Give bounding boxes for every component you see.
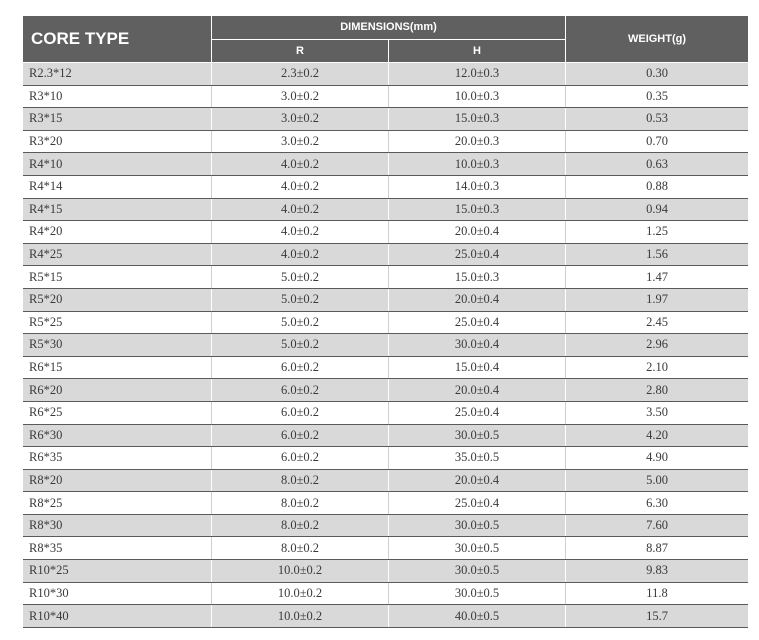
core-type-cell: R6*35 [23, 447, 212, 470]
table-row [23, 153, 748, 176]
weight-cell: 1.97 [566, 288, 749, 311]
weight-cell: 1.56 [566, 243, 749, 266]
table-row [23, 560, 748, 583]
r-cell: 5.0±0.2 [212, 311, 389, 334]
table-row [23, 492, 748, 515]
r-cell: 8.0±0.2 [212, 537, 389, 560]
core-type-cell: R4*25 [23, 243, 212, 266]
h-cell: 35.0±0.5 [389, 447, 566, 470]
r-cell: 4.0±0.2 [212, 221, 389, 244]
r-cell: 4.0±0.2 [212, 243, 389, 266]
r-cell: 6.0±0.2 [212, 401, 389, 424]
weight-cell: 5.00 [566, 469, 749, 492]
h-cell: 20.0±0.4 [389, 379, 566, 402]
h-cell: 15.0±0.3 [389, 108, 566, 131]
table-row [23, 198, 748, 221]
weight-cell: 0.88 [566, 175, 749, 198]
core-type-cell: R4*20 [23, 221, 212, 244]
weight-cell: 4.90 [566, 447, 749, 470]
dimensions-header: DIMENSIONS(mm) [212, 16, 566, 40]
r-cell: 6.0±0.2 [212, 447, 389, 470]
weight-cell: 0.30 [566, 63, 749, 86]
weight-cell: 7.60 [566, 514, 749, 537]
r-cell: 2.3±0.2 [212, 63, 389, 86]
weight-cell: 1.25 [566, 221, 749, 244]
table-row [23, 424, 748, 447]
r-cell: 10.0±0.2 [212, 582, 389, 605]
core-type-cell: R6*30 [23, 424, 212, 447]
r-cell: 5.0±0.2 [212, 266, 389, 289]
core-type-cell: R6*25 [23, 401, 212, 424]
h-cell: 30.0±0.5 [389, 582, 566, 605]
table-row [23, 266, 748, 289]
r-cell: 6.0±0.2 [212, 424, 389, 447]
table-row [23, 401, 748, 424]
weight-cell: 0.63 [566, 153, 749, 176]
weight-cell: 2.10 [566, 356, 749, 379]
r-cell: 3.0±0.2 [212, 130, 389, 153]
core-type-cell: R8*20 [23, 469, 212, 492]
core-type-cell: R2.3*12 [23, 63, 212, 86]
r-cell: 4.0±0.2 [212, 153, 389, 176]
core-type-cell: R8*35 [23, 537, 212, 560]
weight-cell: 11.8 [566, 582, 749, 605]
table-row [23, 537, 748, 560]
r-cell: 5.0±0.2 [212, 288, 389, 311]
core-type-cell: R3*10 [23, 85, 212, 108]
table-row [23, 605, 748, 628]
core-type-cell: R6*20 [23, 379, 212, 402]
core-type-cell: R6*15 [23, 356, 212, 379]
r-cell: 6.0±0.2 [212, 379, 389, 402]
h-cell: 30.0±0.5 [389, 514, 566, 537]
r-cell: 4.0±0.2 [212, 175, 389, 198]
r-cell: 4.0±0.2 [212, 198, 389, 221]
table-row [23, 356, 748, 379]
h-cell: 10.0±0.3 [389, 85, 566, 108]
h-cell: 14.0±0.3 [389, 175, 566, 198]
core-type-cell: R5*30 [23, 334, 212, 357]
weight-cell: 0.35 [566, 85, 749, 108]
r-header: R [212, 39, 389, 63]
h-cell: 15.0±0.3 [389, 198, 566, 221]
core-type-cell: R5*20 [23, 288, 212, 311]
h-cell: 15.0±0.3 [389, 266, 566, 289]
core-type-cell: R10*25 [23, 560, 212, 583]
weight-cell: 2.45 [566, 311, 749, 334]
weight-cell: 1.47 [566, 266, 749, 289]
table-row [23, 469, 748, 492]
table-row [23, 221, 748, 244]
core-type-cell: R5*15 [23, 266, 212, 289]
h-cell: 30.0±0.5 [389, 424, 566, 447]
r-cell: 3.0±0.2 [212, 85, 389, 108]
table-row [23, 334, 748, 357]
weight-cell: 0.94 [566, 198, 749, 221]
r-cell: 5.0±0.2 [212, 334, 389, 357]
core-type-header: CORE TYPE [23, 16, 212, 63]
r-cell: 3.0±0.2 [212, 108, 389, 131]
weight-cell: 2.96 [566, 334, 749, 357]
h-cell: 30.0±0.4 [389, 334, 566, 357]
h-cell: 10.0±0.3 [389, 153, 566, 176]
table-header [23, 16, 748, 63]
h-cell: 40.0±0.5 [389, 605, 566, 628]
r-cell: 10.0±0.2 [212, 605, 389, 628]
table-row [23, 85, 748, 108]
core-spec-table [23, 15, 748, 628]
table-row [23, 63, 748, 86]
h-cell: 25.0±0.4 [389, 243, 566, 266]
core-type-cell: R4*14 [23, 175, 212, 198]
h-cell: 15.0±0.4 [389, 356, 566, 379]
weight-cell: 15.7 [566, 605, 749, 628]
core-type-cell: R8*30 [23, 514, 212, 537]
table-row [23, 514, 748, 537]
table-row [23, 379, 748, 402]
r-cell: 8.0±0.2 [212, 492, 389, 515]
weight-cell: 0.53 [566, 108, 749, 131]
core-type-cell: R4*15 [23, 198, 212, 221]
weight-cell: 6.30 [566, 492, 749, 515]
weight-cell: 3.50 [566, 401, 749, 424]
weight-cell: 4.20 [566, 424, 749, 447]
h-cell: 20.0±0.4 [389, 288, 566, 311]
h-cell: 20.0±0.4 [389, 221, 566, 244]
r-cell: 8.0±0.2 [212, 514, 389, 537]
r-cell: 6.0±0.2 [212, 356, 389, 379]
core-type-cell: R10*30 [23, 582, 212, 605]
core-type-cell: R4*10 [23, 153, 212, 176]
core-type-cell: R8*25 [23, 492, 212, 515]
table-row [23, 130, 748, 153]
table-row [23, 175, 748, 198]
table-row [23, 311, 748, 334]
h-cell: 25.0±0.4 [389, 311, 566, 334]
core-type-cell: R5*25 [23, 311, 212, 334]
table-row [23, 108, 748, 131]
table-row [23, 447, 748, 470]
h-cell: 30.0±0.5 [389, 537, 566, 560]
h-cell: 20.0±0.3 [389, 130, 566, 153]
weight-cell: 9.83 [566, 560, 749, 583]
weight-header: WEIGHT(g) [566, 16, 749, 63]
core-type-cell: R10*40 [23, 605, 212, 628]
table-row [23, 582, 748, 605]
table-body [23, 63, 748, 628]
r-cell: 10.0±0.2 [212, 560, 389, 583]
h-cell: 30.0±0.5 [389, 560, 566, 583]
h-cell: 25.0±0.4 [389, 401, 566, 424]
core-type-cell: R3*20 [23, 130, 212, 153]
table-row [23, 243, 748, 266]
weight-cell: 2.80 [566, 379, 749, 402]
h-header: H [389, 39, 566, 63]
r-cell: 8.0±0.2 [212, 469, 389, 492]
weight-cell: 0.70 [566, 130, 749, 153]
table-row [23, 288, 748, 311]
core-type-cell: R3*15 [23, 108, 212, 131]
h-cell: 25.0±0.4 [389, 492, 566, 515]
h-cell: 12.0±0.3 [389, 63, 566, 86]
weight-cell: 8.87 [566, 537, 749, 560]
h-cell: 20.0±0.4 [389, 469, 566, 492]
